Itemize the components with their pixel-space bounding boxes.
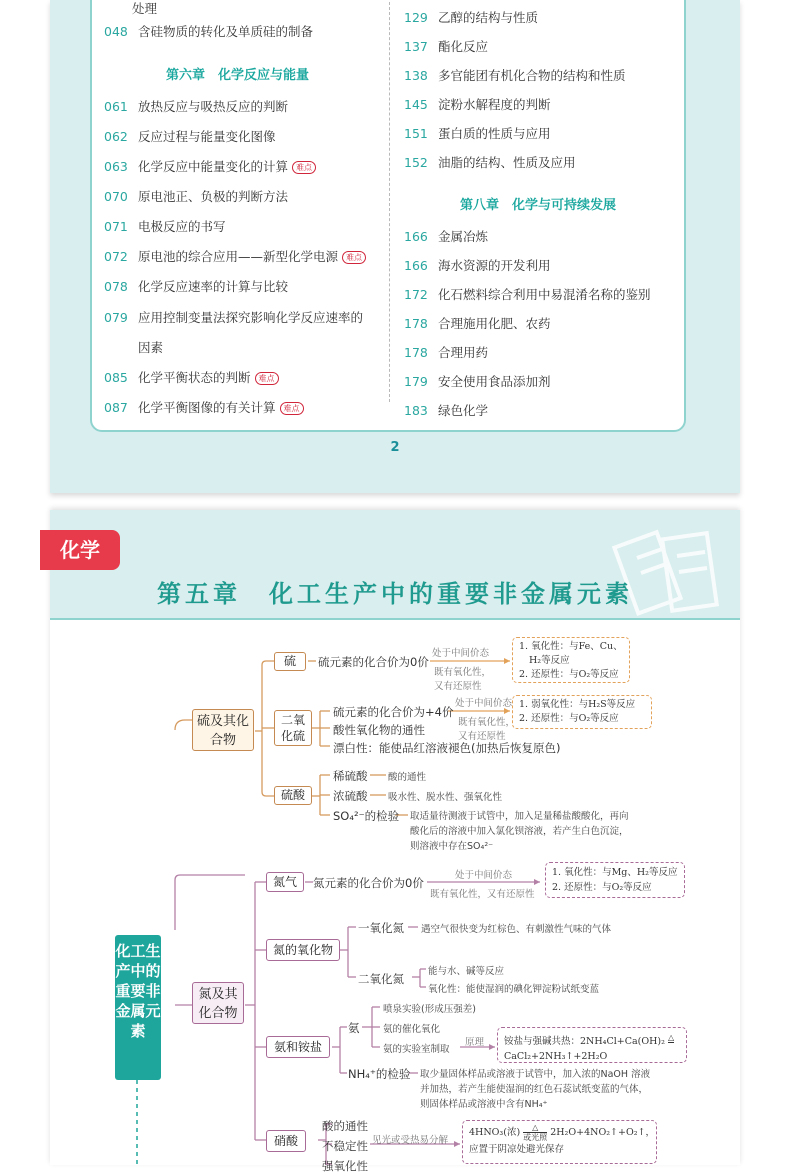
- nitric-acid-property: 酸的通性: [322, 1119, 368, 1133]
- no2-desc: 能与水、碱等反应: [428, 966, 505, 977]
- nitric-acid-note: 见光或受热易分解: [372, 1135, 449, 1146]
- toc-item[interactable]: 172 化石燃料综合利用中易混淆名称的鉴别: [404, 287, 651, 302]
- sulfate-test-desc: 取适量待测液于试管中，加入足量稀盐酸酸化，再向: [410, 811, 629, 822]
- toc-item[interactable]: 138 多官能团有机化合物的结构和性质: [404, 68, 626, 83]
- so2-property-box: 1. 弱氧化性：与H₂S等反应 2. 还原性：与O₂等反应: [512, 695, 652, 729]
- so2-mid-label: 处于中间价态: [455, 698, 513, 709]
- ammonium-test-desc: 取少量固体样品或溶液于试管中，加入浓的NaOH 溶液: [420, 1069, 651, 1080]
- difficult-point-badge: 难点: [292, 161, 316, 174]
- ammonium-test-desc: 并加热，若产生能使湿润的红色石蕊试纸变蓝的气体，: [420, 1084, 649, 1095]
- sulfate-test-desc: 则溶液中存在SO₄²⁻: [410, 841, 494, 852]
- toc-item[interactable]: 178 合理用药: [404, 345, 489, 360]
- toc-item[interactable]: 048 含硅物质的转化及单质硅的制备: [104, 24, 314, 39]
- nitric-acid-decomposition-box: 4HNO₃(浓) △ 或光照 2H₂O+4NO₂↑+O₂↑， 应置于阴凉处避光保存: [462, 1120, 657, 1164]
- sulfate-test-desc: 酸化后的溶液中加入氯化钡溶液，若产生白色沉淀，: [410, 826, 629, 837]
- toc-item[interactable]: 183 绿色化学: [404, 403, 489, 418]
- toc-item[interactable]: 063 化学反应中能量变化的计算 难点: [104, 158, 316, 176]
- sulfur-valence: 硫元素的化合价为0价: [318, 655, 429, 669]
- toc-item[interactable]: 151 蛋白质的性质与应用: [404, 126, 551, 141]
- toc-item-continued[interactable]: 因素: [138, 340, 164, 355]
- subject-tag: 化学: [40, 530, 120, 570]
- nitrogen-node: 氮气: [266, 872, 304, 892]
- difficult-point-badge: 难点: [280, 402, 304, 415]
- toc-item[interactable]: 071 电极反应的书写: [104, 219, 226, 234]
- nitric-acid-property: 强氧化性: [322, 1159, 368, 1173]
- difficult-point-badge: 难点: [342, 251, 366, 264]
- page-number: 2: [390, 440, 400, 455]
- nitrogen-mid-label: 既有氧化性，又有还原性: [430, 889, 535, 900]
- toc-item[interactable]: 166 海水资源的开发利用: [404, 258, 551, 273]
- so2-acidic: 酸性氧化物的通性: [333, 723, 425, 737]
- mindmap-root: 化工生产中的重要非金属元素: [115, 935, 161, 1080]
- toc-item[interactable]: 079 应用控制变量法探究影响化学反应速率的: [104, 310, 364, 325]
- toc-chapter-heading: 第六章 化学反应与能量: [166, 68, 310, 83]
- toc-divider: [389, 2, 390, 402]
- toc-chapter-heading: 第八章 化学与可持续发展: [460, 198, 617, 213]
- toc-item[interactable]: 070 原电池正、负极的判断方法: [104, 189, 289, 204]
- toc-page: [50, 0, 740, 493]
- sulfur-mid-label: 又有还原性: [434, 681, 482, 692]
- ammonia-node: 氨: [348, 1021, 360, 1035]
- conc-acid-property: 吸水性、脱水性、强氧化性: [388, 792, 503, 803]
- sulfate-test: SO₄²⁻的检验: [333, 809, 400, 823]
- toc-item[interactable]: 061 放热反应与吸热反应的判断: [104, 99, 289, 114]
- sulfur-compounds-node: 硫及其化合物: [192, 709, 254, 751]
- sulfur-node: 硫: [274, 652, 306, 671]
- sulfuric-acid-node: 硫酸: [274, 786, 312, 805]
- toc-item[interactable]: 178 合理施用化肥、农药: [404, 316, 551, 331]
- toc-item[interactable]: 085 化学平衡状态的判断 难点: [104, 369, 279, 387]
- nitric-oxide: 一氧化氮: [358, 921, 404, 935]
- toc-item[interactable]: 166 金属冶炼: [404, 229, 489, 244]
- so2-mid-label: 既有氧化性，: [458, 717, 516, 728]
- mindmap-page: [50, 510, 740, 1173]
- so2-valence: 硫元素的化合价为+4价: [333, 705, 454, 719]
- nitrogen-mid-label: 处于中间价态: [455, 870, 513, 881]
- principle-label: 原理: [465, 1037, 485, 1048]
- toc-item[interactable]: 152 油脂的结构、性质及应用: [404, 155, 576, 170]
- chapter-title: 第五章 化工生产中的重要非金属元素: [157, 579, 633, 608]
- no2-desc: 氧化性：能使湿润的碘化钾淀粉试纸变蓝: [428, 984, 600, 995]
- sulfur-property-box: 1. 氧化性：与Fe、Cu、 H₂等反应 2. 还原性：与O₂等反应: [512, 637, 630, 683]
- ammonia-oxidation: 氨的催化氧化: [383, 1024, 441, 1035]
- toc-fragment: 处理: [132, 1, 158, 16]
- concentrated-sulfuric-acid: 浓硫酸: [333, 789, 368, 803]
- toc-item[interactable]: 078 化学反应速率的计算与比较: [104, 279, 289, 294]
- nitrogen-valence: 氮元素的化合价为0价: [313, 876, 424, 890]
- nitrogen-property-box: 1. 氧化性：与Mg、H₂等反应 2. 还原性：与O₂等反应: [545, 862, 685, 898]
- nitrogen-dioxide: 二氧化氮: [358, 972, 404, 986]
- toc-item[interactable]: 129 乙醇的结构与性质: [404, 10, 539, 25]
- ammonia-fountain: 喷泉实验(形成压强差): [383, 1004, 476, 1015]
- sulfur-mid-label: 既有氧化性，: [434, 667, 492, 678]
- toc-item[interactable]: 145 淀粉水解程度的判断: [404, 97, 551, 112]
- ammonia-preparation-box: 铵盐与强碱共热：2NH₄Cl+Ca(OH)₂ △ CaCl₂+2NH₃↑+2H₂O: [497, 1027, 687, 1063]
- ammonium-test-desc: 则固体样品或溶液中含有NH₄⁺: [420, 1099, 548, 1110]
- nitric-acid-node: 硝酸: [266, 1130, 306, 1152]
- sulfur-mid-label: 处于中间价态: [432, 648, 490, 659]
- nitrogen-compounds-node: 氮及其化合物: [192, 982, 244, 1024]
- toc-item[interactable]: 062 反应过程与能量变化图像: [104, 129, 276, 144]
- ammonia-ammonium-node: 氨和铵盐: [266, 1036, 330, 1058]
- toc-item[interactable]: 137 酯化反应: [404, 39, 489, 54]
- ammonium-test: NH₄⁺的检验: [348, 1067, 411, 1081]
- dilute-acid-property: 酸的通性: [388, 772, 427, 783]
- ammonia-preparation: 氨的实验室制取: [383, 1044, 450, 1055]
- so2-mid-label: 又有还原性: [458, 731, 506, 742]
- so2-bleaching: 漂白性：能使品红溶液褪色(加热后恢复原色): [333, 741, 561, 755]
- nitrogen-oxides-node: 氮的氧化物: [266, 939, 340, 961]
- nitric-oxide-desc: 遇空气很快变为红棕色、有刺激性气味的气体: [421, 924, 612, 935]
- toc-item[interactable]: 087 化学平衡图像的有关计算 难点: [104, 399, 304, 417]
- toc-item[interactable]: 072 原电池的综合应用——新型化学电源 难点: [104, 248, 366, 266]
- dilute-sulfuric-acid: 稀硫酸: [333, 769, 368, 783]
- nitric-acid-property: 不稳定性: [322, 1139, 368, 1153]
- toc-item[interactable]: 179 安全使用食品添加剂: [404, 374, 551, 389]
- difficult-point-badge: 难点: [255, 372, 279, 385]
- toc-box: [90, 0, 686, 432]
- sulfur-dioxide-node: 二氧化硫: [274, 710, 312, 746]
